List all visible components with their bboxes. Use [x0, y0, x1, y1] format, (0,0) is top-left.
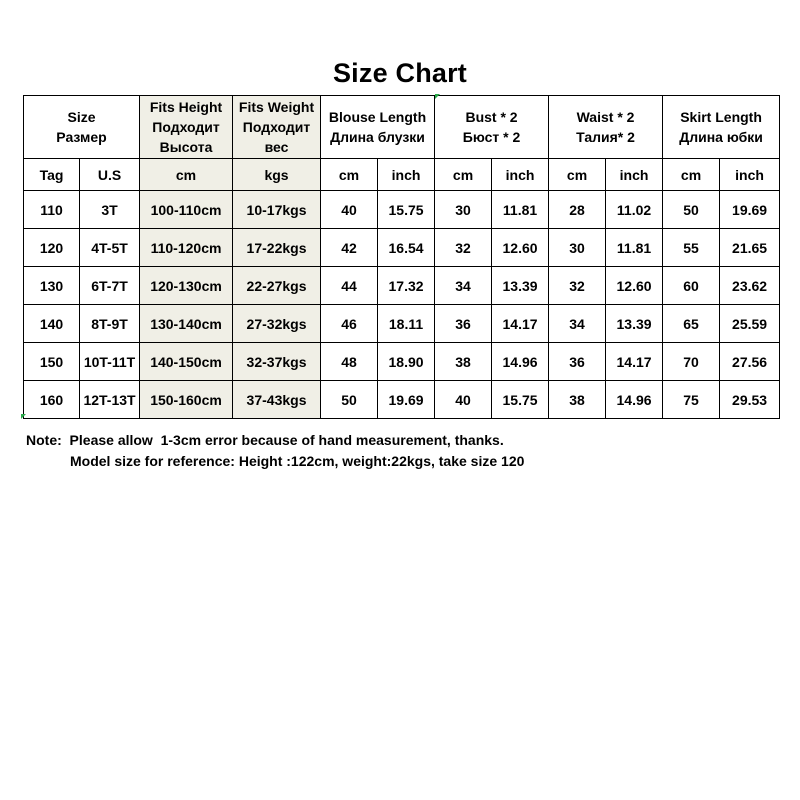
header-fits-height: Fits Height Подходит Высота — [140, 96, 233, 159]
table-row — [24, 343, 780, 381]
cell-blouse-inch: 16.54 — [378, 229, 435, 267]
cell-bust-cm: 40 — [435, 381, 492, 419]
cell-tag: 130 — [24, 267, 80, 305]
cell-bust-cm: 34 — [435, 267, 492, 305]
cell-height: 110-120cm — [140, 229, 233, 267]
header-skirt-length: Skirt Length Длина юбки — [663, 96, 780, 159]
cell-blouse-cm: 46 — [321, 305, 378, 343]
cell-height: 150-160cm — [140, 381, 233, 419]
cell-blouse-inch: 18.90 — [378, 343, 435, 381]
cell-skirt-inch: 23.62 — [720, 267, 780, 305]
cell-blouse-inch: 17.32 — [378, 267, 435, 305]
cell-weight: 10-17kgs — [233, 191, 321, 229]
cell-bust-inch: 14.17 — [492, 305, 549, 343]
header-fits-weight: Fits Weight Подходит вес — [233, 96, 321, 159]
cell-blouse-cm: 40 — [321, 191, 378, 229]
header-row — [24, 96, 780, 159]
subheader-waist-cm: cm — [549, 159, 606, 191]
cell-bust-cm: 36 — [435, 305, 492, 343]
cell-skirt-inch: 19.69 — [720, 191, 780, 229]
cell-tag: 140 — [24, 305, 80, 343]
cell-bust-cm: 32 — [435, 229, 492, 267]
subheader-blouse-inch: inch — [378, 159, 435, 191]
cell-skirt-cm: 65 — [663, 305, 720, 343]
subheader-bust-inch: inch — [492, 159, 549, 191]
corner-mark — [21, 414, 26, 419]
cell-weight: 17-22kgs — [233, 229, 321, 267]
cell-blouse-cm: 48 — [321, 343, 378, 381]
cell-height: 140-150cm — [140, 343, 233, 381]
cell-skirt-cm: 70 — [663, 343, 720, 381]
cell-waist-cm: 28 — [549, 191, 606, 229]
size-chart-table — [23, 95, 780, 419]
cell-blouse-cm: 44 — [321, 267, 378, 305]
cell-bust-inch: 12.60 — [492, 229, 549, 267]
subheader-skirt-cm: cm — [663, 159, 720, 191]
cell-weight: 37-43kgs — [233, 381, 321, 419]
header-blouse-length: Blouse Length Длина блузки — [321, 96, 435, 159]
cell-bust-inch: 13.39 — [492, 267, 549, 305]
cell-skirt-cm: 75 — [663, 381, 720, 419]
cell-us-size: 3T — [80, 191, 140, 229]
table-row — [24, 229, 780, 267]
cell-weight: 27-32kgs — [233, 305, 321, 343]
cell-tag: 150 — [24, 343, 80, 381]
header-bust: Bust * 2 Бюст * 2 — [435, 96, 549, 159]
subheader-weight-unit: kgs — [233, 159, 321, 191]
cell-us-size: 8T-9T — [80, 305, 140, 343]
cell-bust-inch: 11.81 — [492, 191, 549, 229]
cell-bust-cm: 38 — [435, 343, 492, 381]
table-row — [24, 267, 780, 305]
page-title: Size Chart — [332, 58, 468, 88]
note-block — [26, 430, 524, 472]
cell-skirt-cm: 50 — [663, 191, 720, 229]
cell-skirt-cm: 55 — [663, 229, 720, 267]
cell-tag: 160 — [24, 381, 80, 419]
cell-bust-inch: 15.75 — [492, 381, 549, 419]
cell-height: 120-130cm — [140, 267, 233, 305]
cell-weight: 32-37kgs — [233, 343, 321, 381]
cell-waist-inch: 14.17 — [606, 343, 663, 381]
cell-waist-inch: 11.81 — [606, 229, 663, 267]
cell-skirt-cm: 60 — [663, 267, 720, 305]
cell-us-size: 6T-7T — [80, 267, 140, 305]
cell-waist-cm: 32 — [549, 267, 606, 305]
table-row — [24, 381, 780, 419]
cell-blouse-cm: 42 — [321, 229, 378, 267]
subheader-us: U.S — [80, 159, 140, 191]
header-size: Size Размер — [24, 96, 140, 159]
table-row — [24, 305, 780, 343]
cell-us-size: 10T-11T — [80, 343, 140, 381]
cell-us-size: 4T-5T — [80, 229, 140, 267]
cell-skirt-inch: 25.59 — [720, 305, 780, 343]
cell-waist-inch: 14.96 — [606, 381, 663, 419]
table-row — [24, 191, 780, 229]
cell-waist-cm: 34 — [549, 305, 606, 343]
cell-blouse-inch: 19.69 — [378, 381, 435, 419]
cell-bust-cm: 30 — [435, 191, 492, 229]
note-line-2: Model size for reference: Height :122cm, weight:22kgs, take size 120 — [70, 453, 525, 469]
note-line-1: Note: Please allow 1-3cm error because of hand measurement, thanks. — [26, 432, 504, 448]
cell-us-size: 12T-13T — [80, 381, 140, 419]
cell-waist-inch: 13.39 — [606, 305, 663, 343]
cell-height: 130-140cm — [140, 305, 233, 343]
cell-waist-inch: 11.02 — [606, 191, 663, 229]
subheader-skirt-inch: inch — [720, 159, 780, 191]
subheader-blouse-cm: cm — [321, 159, 378, 191]
cell-blouse-inch: 18.11 — [378, 305, 435, 343]
subheader-row — [24, 159, 780, 191]
cell-skirt-inch: 27.56 — [720, 343, 780, 381]
cell-tag: 120 — [24, 229, 80, 267]
cell-skirt-inch: 21.65 — [720, 229, 780, 267]
cell-weight: 22-27kgs — [233, 267, 321, 305]
cell-waist-cm: 30 — [549, 229, 606, 267]
cell-tag: 110 — [24, 191, 80, 229]
subheader-waist-inch: inch — [606, 159, 663, 191]
cell-skirt-inch: 29.53 — [720, 381, 780, 419]
subheader-bust-cm: cm — [435, 159, 492, 191]
cell-bust-inch: 14.96 — [492, 343, 549, 381]
cell-waist-inch: 12.60 — [606, 267, 663, 305]
cell-blouse-cm: 50 — [321, 381, 378, 419]
subheader-tag: Tag — [24, 159, 80, 191]
cell-height: 100-110cm — [140, 191, 233, 229]
cell-waist-cm: 38 — [549, 381, 606, 419]
cell-waist-cm: 36 — [549, 343, 606, 381]
subheader-height-unit: cm — [140, 159, 233, 191]
corner-mark — [435, 94, 440, 99]
table-body — [24, 191, 780, 419]
header-waist: Waist * 2 Талия* 2 — [549, 96, 663, 159]
cell-blouse-inch: 15.75 — [378, 191, 435, 229]
